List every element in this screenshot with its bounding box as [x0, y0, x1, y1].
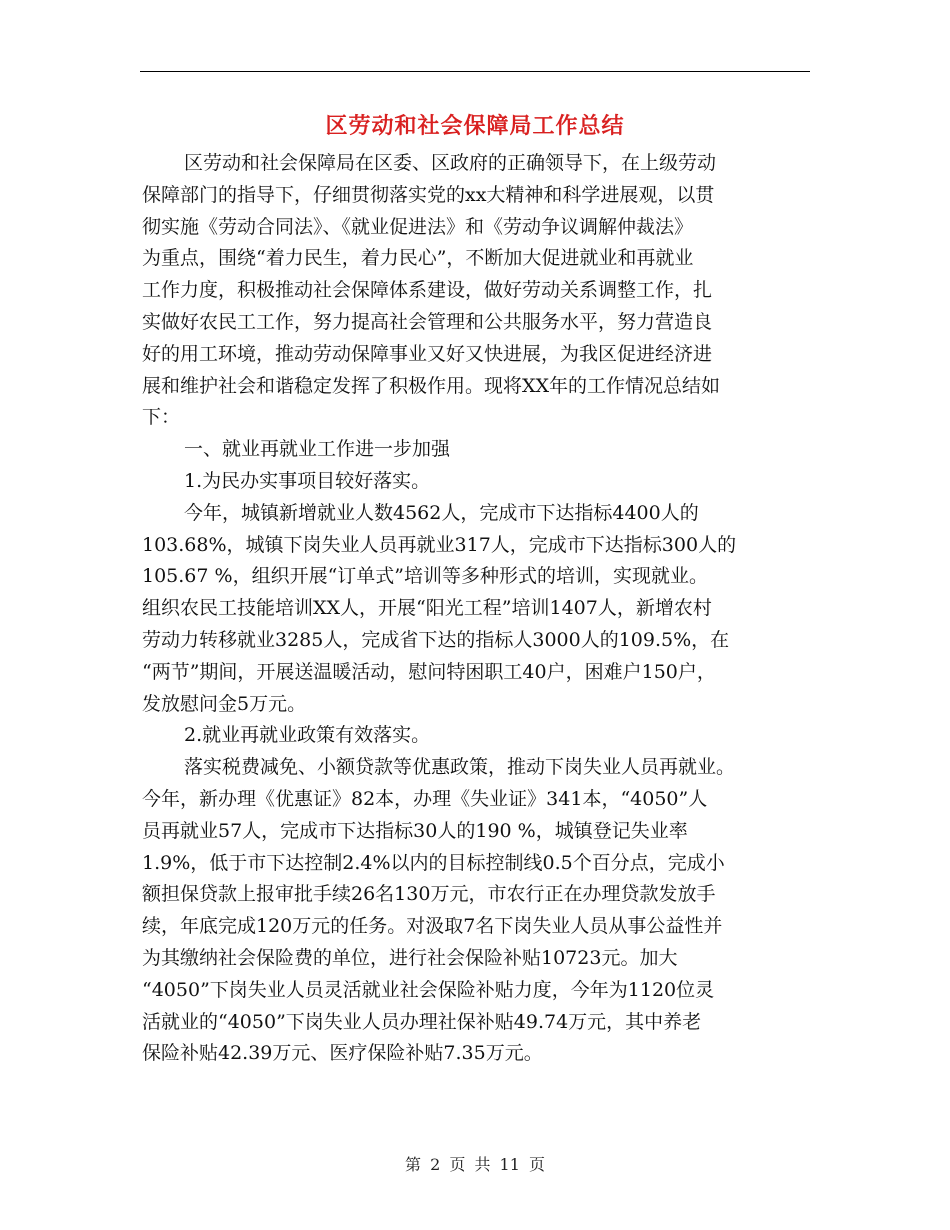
- body-line: 105.67 %，组织开展“订单式”培训等多种形式的培训，实现就业。: [142, 565, 709, 588]
- body-line: 1.9%，低于市下达控制2.4%以内的目标控制线0.5个百分点，完成小: [142, 851, 725, 874]
- body-line: 为其缴纳社会保险费的单位，进行社会保险补贴10723元。加大: [142, 946, 678, 969]
- body-line: 保障部门的指导下，仔细贯彻落实党的xx大精神和科学进展观，以贯: [142, 183, 715, 206]
- body-line: 1.为民办实事项目较好落实。: [184, 469, 431, 492]
- body-line: 下：: [142, 406, 181, 429]
- body-line: 组织农民工技能培训XX人，开展“阳光工程”培训1407人，新增农村: [142, 597, 712, 620]
- body-line: 2.就业再就业政策有效落实。: [184, 724, 431, 747]
- header-rule: [140, 71, 810, 72]
- body-line: 发放慰问金5万元。: [142, 692, 307, 715]
- body-line: 续，年底完成120万元的任务。对汲取7名下岗失业人员从事公益性并: [142, 915, 723, 938]
- body-line: 活就业的“4050”下岗失业人员办理社保补贴49.74万元，其中养老: [142, 1010, 702, 1033]
- body-line: “两节”期间，开展送温暖活动，慰问特困职工40户，困难户150户，: [142, 660, 716, 683]
- body-line: 员再就业57人，完成市下达指标30人的190 %，城镇登记失业率: [142, 819, 688, 842]
- body-line: 额担保贷款上报审批手续26名130万元，市农行正在办理贷款发放手: [142, 883, 716, 906]
- document-body: [142, 148, 810, 1070]
- body-line: 工作力度，积极推动社会保障体系建设，做好劳动关系调整工作，扎: [142, 279, 713, 302]
- body-line: 实做好农民工工作，努力提高社会管理和公共服务水平，努力营造良: [142, 310, 713, 333]
- body-line: 为重点，围绕“着力民生，着力民心”，不断加大促进就业和再就业: [142, 247, 694, 270]
- page-number-footer: 第 2 页 共 11 页: [405, 1155, 545, 1174]
- body-line: 今年，新办理《优惠证》82本，办理《失业证》341本，“4050”人: [142, 787, 708, 810]
- body-line: 展和维护社会和谐稳定发挥了积极作用。现将XX年的工作情况总结如: [142, 374, 721, 397]
- body-line: 103.68%，城镇下岗失业人员再就业317人，完成市下达指标300人的: [142, 533, 737, 556]
- document-title: 区劳动和社会保障局工作总结: [325, 113, 625, 139]
- body-line: 落实税费减免、小额贷款等优惠政策，推动下岗失业人员再就业。: [184, 756, 736, 779]
- body-line: 今年，城镇新增就业人数4562人，完成市下达指标4400人的: [184, 501, 699, 524]
- body-line: 劳动力转移就业3285人，完成省下达的指标人3000人的109.5%，在: [142, 628, 730, 651]
- body-line: 保险补贴42.39万元、医疗保险补贴7.35万元。: [142, 1042, 543, 1065]
- body-line: 彻实施《劳动合同法》、《就业促进法》和《劳动争议调解仲裁法》: [142, 215, 694, 238]
- body-line: 区劳动和社会保障局在区委、区政府的正确领导下，在上级劳动: [184, 152, 717, 174]
- body-line: 好的用工环境，推动劳动保障事业又好又快进展，为我区促进经济进: [142, 342, 713, 365]
- body-line: “4050”下岗失业人员灵活就业社会保险补贴力度，今年为1120位灵: [142, 978, 715, 1001]
- body-line: 一、就业再就业工作进一步加强: [184, 438, 451, 461]
